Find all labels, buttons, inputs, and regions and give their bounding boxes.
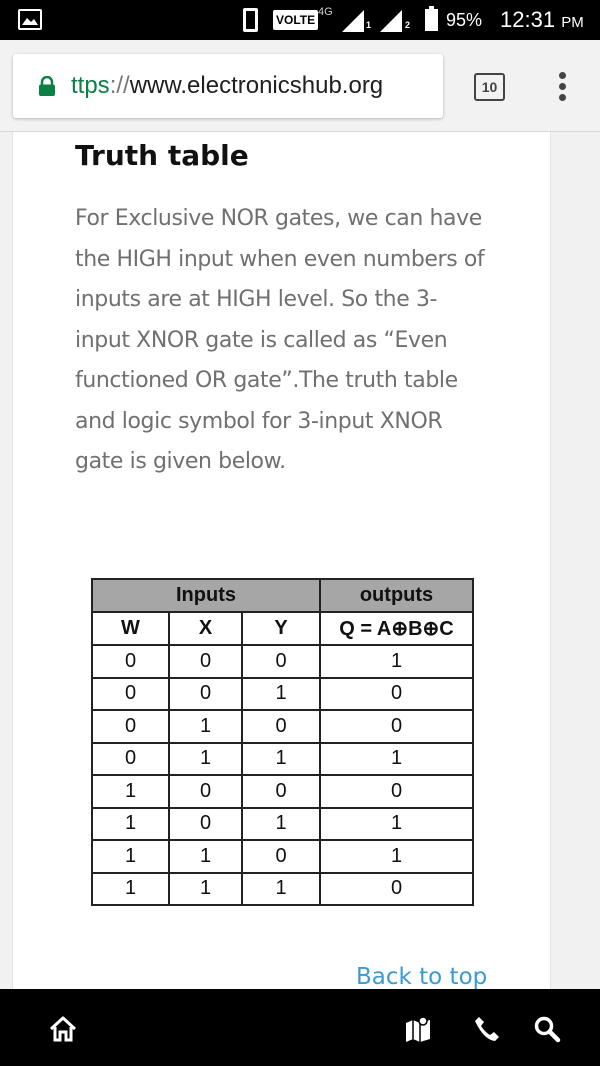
table-cell: 1 (169, 873, 242, 906)
table-cell: 0 (92, 743, 169, 776)
phone-call-icon[interactable] (473, 1015, 501, 1043)
sim1-label: 1 (366, 20, 372, 30)
map-icon[interactable] (404, 1015, 432, 1043)
search-icon[interactable] (533, 1015, 561, 1043)
table-row (92, 840, 473, 873)
overflow-menu-icon[interactable] (551, 70, 573, 104)
table-cell: 0 (320, 775, 473, 808)
section-heading: Truth table (75, 139, 249, 172)
back-to-top-link[interactable]: Back to top (356, 964, 488, 989)
truth-table (91, 578, 474, 906)
column-header-q: Q = A⊕B⊕C (320, 612, 473, 645)
table-cell: 0 (169, 645, 242, 678)
table-cell: 1 (320, 645, 473, 678)
table-cell: 1 (242, 743, 320, 776)
browser-toolbar (0, 40, 600, 132)
table-cell: 0 (320, 873, 473, 906)
table-row (92, 678, 473, 711)
table-cell: 1 (92, 873, 169, 906)
table-cell: 1 (169, 710, 242, 743)
sim2-label: 2 (405, 20, 411, 30)
table-cell: 0 (92, 678, 169, 711)
table-cell: 1 (169, 743, 242, 776)
signal-icon (342, 10, 368, 32)
table-cell: 0 (169, 678, 242, 711)
url-text[interactable] (71, 70, 383, 102)
url-separator: :// (109, 72, 130, 99)
phone-icon (243, 8, 258, 32)
volte-badge: VOLTE (273, 10, 318, 30)
table-cell: 0 (92, 710, 169, 743)
clock-suffix: PM (561, 14, 584, 31)
outputs-group-header: outputs (320, 579, 473, 612)
table-cell: 0 (320, 678, 473, 711)
table-cell: 0 (242, 645, 320, 678)
clock (500, 6, 584, 37)
table-row (92, 743, 473, 776)
table-cell: 1 (92, 775, 169, 808)
table-cell: 1 (320, 743, 473, 776)
status-bar (0, 0, 600, 40)
gallery-icon (18, 9, 42, 30)
table-row (92, 808, 473, 841)
table-row (92, 710, 473, 743)
column-header-x: X (169, 612, 242, 645)
bottom-navigation (0, 989, 600, 1066)
table-cell: 1 (92, 840, 169, 873)
table-cell: 0 (242, 775, 320, 808)
table-cell: 0 (242, 840, 320, 873)
lock-icon (38, 76, 56, 96)
network-type-label: 4G (318, 6, 333, 18)
clock-time: 12:31 (500, 7, 556, 32)
table-row (92, 873, 473, 906)
table-cell: 0 (242, 710, 320, 743)
table-cell: 1 (169, 840, 242, 873)
table-cell: 1 (242, 808, 320, 841)
home-icon[interactable] (49, 1015, 77, 1043)
table-cell: 0 (169, 808, 242, 841)
column-header-y: Y (242, 612, 320, 645)
battery-percent: 95% (446, 10, 483, 30)
table-cell: 1 (242, 678, 320, 711)
signal-icon (380, 10, 406, 32)
url-scheme: ttps (71, 72, 110, 99)
table-cell: 1 (320, 840, 473, 873)
table-cell: 1 (320, 808, 473, 841)
table-row (92, 645, 473, 678)
address-bar[interactable] (13, 54, 443, 118)
inputs-group-header: Inputs (92, 579, 320, 612)
url-host: www.electronicshub.org (129, 72, 384, 99)
tab-switcher-button[interactable]: 10 (474, 73, 505, 101)
table-cell: 1 (92, 808, 169, 841)
table-row (92, 775, 473, 808)
page-content (0, 132, 600, 989)
article-paragraph: For Exclusive NOR gates, we can have the HIGH input when even numbers of inputs are at HIGH level. So the 3-input XNOR gate is called as “Even functioned OR gate”.The truth table and logic symbol for 3-input XNOR gate is given below. (75, 206, 485, 474)
table-cell: 1 (242, 873, 320, 906)
table-cell: 0 (92, 645, 169, 678)
table-cell: 0 (169, 775, 242, 808)
column-header-w: W (92, 612, 169, 645)
table-cell: 0 (320, 710, 473, 743)
battery-icon (425, 9, 438, 31)
